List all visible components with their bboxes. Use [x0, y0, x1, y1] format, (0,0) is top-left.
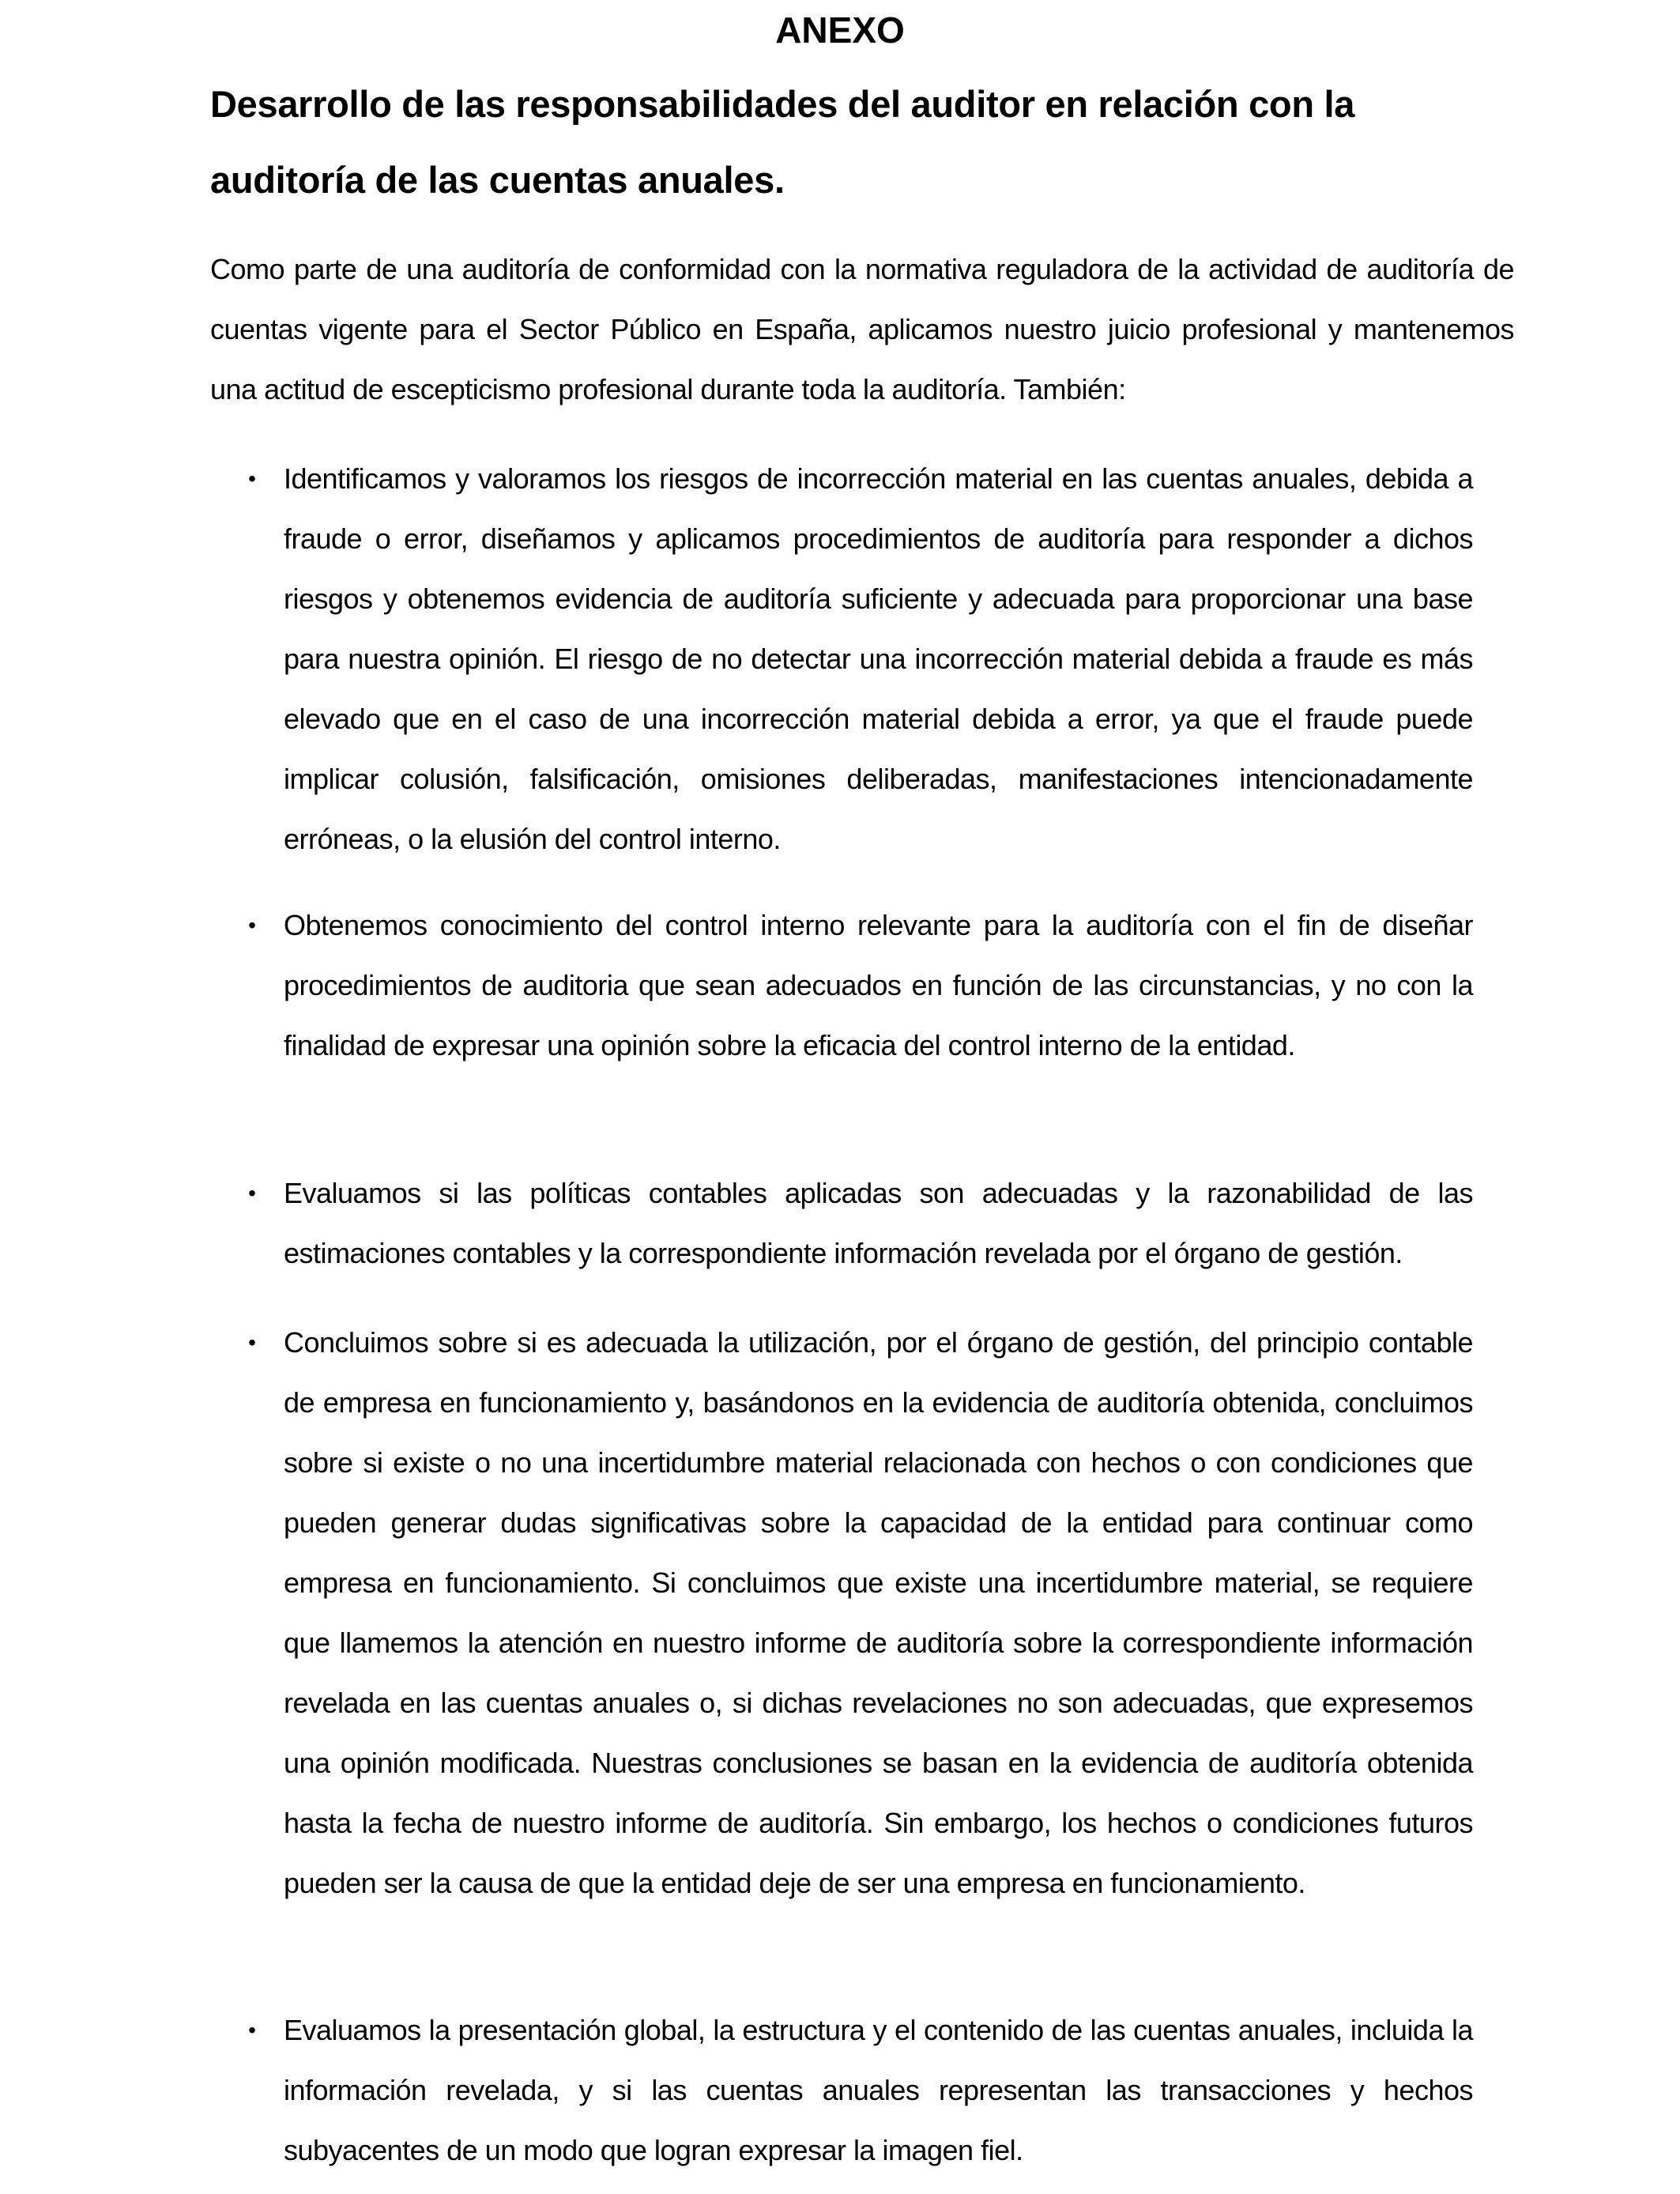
list-item-text: Obtenemos conocimiento del control interno relevante para la auditoría con el fin de diseñar procedimientos de auditoria que sean adecuados en función de las circunstancias, y no con la finalidad de expresar una opinión sobre la eficacia del control interno de la entidad.: [284, 909, 1473, 1061]
bullet-icon: •: [248, 913, 256, 937]
bullet-icon: •: [248, 2018, 256, 2042]
list-item-text: Concluimos sobre si es adecuada la utilización, por el órgano de gestión, del principio contable de empresa en funcionamiento y, basándonos en la evidencia de auditoría obtenida, concluimos sobre si existe o no una incertidumbre material relacionada con hechos o con condiciones que pueden generar dudas significativas sobre la capacidad de la entidad para continuar como empresa en funcionamiento. Si concluimos que existe una incertidumbre material, se requiere que llamemos la atención en nuestro informe de auditoría sobre la correspondiente información revelada en las cuentas anuales o, si dichas revelaciones no son adecuadas, que expresemos una opinión modificada. Nuestras conclusiones se basan en la evidencia de auditoría obtenida hasta la fecha de nuestro informe de auditoría. Sin embargo, los hechos o condiciones futuros pueden ser la causa de que la entidad deje de ser una empresa en funcionamiento.: [284, 1326, 1473, 1899]
bullet-icon: •: [248, 1181, 256, 1205]
section-label: ANEXO: [775, 9, 905, 51]
intro-paragraph: Como parte de una auditoría de conformidad con la normativa reguladora de la actividad de auditoría de cuentas vigente para el Sector Público en España, aplicamos nuestro juicio profesional y mantenemos una actitud de escepticismo profesional durante toda la auditoría. También:: [210, 253, 1514, 405]
list-item-text: Evaluamos si las políticas contables aplicadas son adecuadas y la razonabilidad de las estimaciones contables y la correspondiente información revelada por el órgano de gestión.: [284, 1177, 1473, 1269]
list-item-text: Evaluamos la presentación global, la estructura y el contenido de las cuentas anuales, incluida la información revelada, y si las cuentas anuales representan las transacciones y hechos subyacentes de un modo que logran expresar la imagen fiel.: [284, 2014, 1473, 2166]
bullet-icon: •: [248, 466, 256, 491]
document-heading: Desarrollo de las responsabilidades del auditor en relación con la auditoría de las cuentas anuales.: [210, 83, 1355, 201]
list-item-text: Identificamos y valoramos los riesgos de incorrección material en las cuentas anuales, debida a fraude o error, diseñamos y aplicamos procedimientos de auditoría para responder a dichos riesgos y obtenemos evidencia de auditoría suficiente y adecuada para proporcionar una base para nuestra opinión. El riesgo de no detectar una incorrección material debida a fraude es más elevado que en el caso de una incorrección material debida a error, ya que el fraude puede implicar colusión, falsificación, omisiones deliberadas, manifestaciones intencionadamente erróneas, o la elusión del control interno.: [284, 462, 1473, 855]
bullet-icon: •: [248, 1330, 256, 1355]
